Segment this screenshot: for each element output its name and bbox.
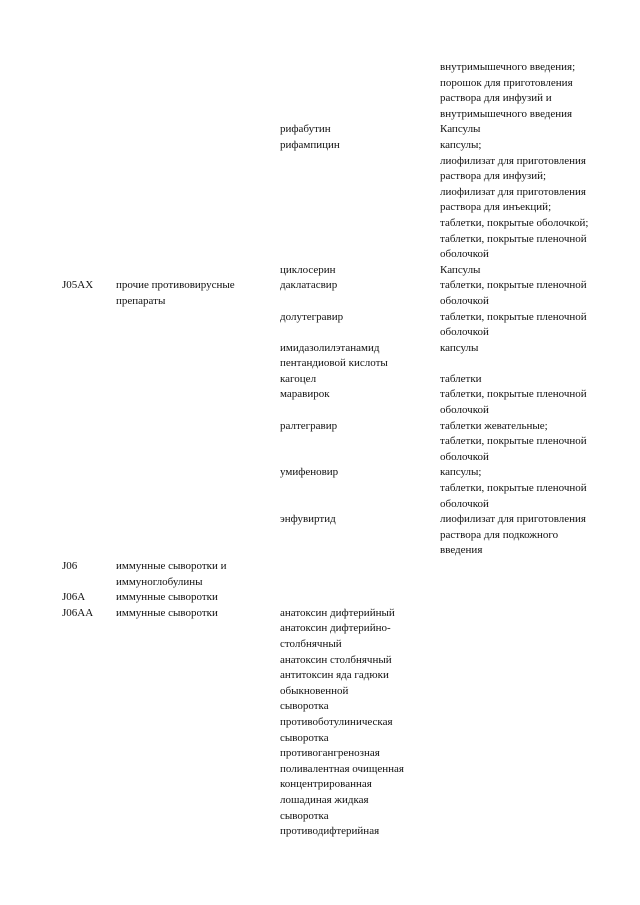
table-row [62,387,602,418]
atc-group-line: препараты [116,294,166,307]
drug-name-line: противоботулиническая [280,715,393,728]
atc-code [62,590,116,606]
drug-name-line: имидазолилэтанамид [280,341,380,354]
atc-code-text: J05AX [62,279,94,292]
dosage-form [440,372,602,388]
drug-name-line: кагоцел [280,372,317,385]
dosage-form-line: таблетки, покрытые пленочной [440,279,587,292]
atc-code [62,559,116,575]
dosage-form-line: раствора для инфузий; [440,170,547,183]
dosage-form [440,387,602,418]
table-row [62,310,602,341]
dosage-form [440,465,602,512]
drug-name-line: рифабутин [280,123,331,136]
dosage-form [440,310,602,341]
drug-name-line: анатоксин дифтерийный [280,606,395,619]
drug-name-line: противодифтерийная [280,825,380,838]
dosage-form-line: таблетки, покрытые пленочной [440,232,587,245]
table-row [62,606,602,840]
table-row [62,138,602,263]
table-row [62,512,602,559]
drug-name-line: умифеновир [280,466,339,479]
dosage-form-line: капсулы; [440,138,482,151]
drug-name-line: антитоксин яда гадюки [280,669,389,682]
atc-code-text: J06 [62,560,78,572]
dosage-form-line: раствора для инъекций; [440,201,552,214]
drug-name-line: пентандиовой кислоты [280,357,388,370]
dosage-form-line: внутримышечного введения [440,107,573,120]
table-row [62,341,602,372]
drug-name [280,372,440,388]
table-row [62,278,602,309]
drug-name [280,387,440,403]
atc-group-line: прочие противовирусные [116,279,235,292]
atc-group-line: иммунные сыворотки [116,591,218,604]
dosage-form [440,138,602,263]
dosage-form-line: капсулы; [440,466,482,479]
dosage-form-line: капсулы [440,341,479,354]
drug-name [280,138,440,154]
drug-name-line: рифампицин [280,138,340,151]
table-row [62,60,602,122]
atc-code-text: J06A [62,591,86,604]
dosage-form-line: таблетки, покрытые оболочкой; [440,216,589,229]
dosage-form-line: порошок для приготовления [440,76,573,89]
drug-name-line: даклатасвир [280,279,338,292]
drug-name [280,512,440,528]
dosage-form-line: оболочкой [440,248,489,261]
drug-name [280,278,440,294]
dosage-form-line: таблетки, покрытые пленочной [440,435,587,448]
dosage-form [440,341,602,357]
table-row [62,419,602,466]
atc-code-text: J06AA [62,606,94,619]
drug-name-line: противогангренозная [280,747,380,760]
drug-name [280,341,440,372]
drug-name-line: сыворотка [280,731,329,744]
dosage-form-line: раствора для инфузий и [440,92,552,105]
atc-group [116,606,280,622]
drug-name-line: анатоксин столбнячный [280,653,392,666]
drug-table [62,60,602,840]
atc-group [116,278,280,309]
drug-name-line: маравирок [280,388,330,401]
drug-name-line: столбнячный [280,637,342,650]
drug-name-line: сыворотка [280,809,329,822]
atc-group-line: иммуноглобулины [116,575,203,588]
atc-code [62,606,116,622]
dosage-form [440,419,602,466]
dosage-form-line: таблетки, покрытые пленочной [440,482,587,495]
dosage-form-line: оболочкой [440,404,489,417]
dosage-form-line: таблетки [440,372,482,385]
drug-name [280,263,440,279]
table-row [62,122,602,138]
atc-group-line: иммунные сыворотки [116,606,218,619]
drug-name-line: долутегравир [280,310,344,323]
drug-name [280,122,440,138]
dosage-form-line: введения [440,544,483,557]
drug-name-line: ралтегравир [280,419,338,432]
dosage-form-line: таблетки жевательные; [440,419,548,432]
table-row [62,559,602,590]
dosage-form [440,512,602,559]
drug-name-line: энфувиртид [280,513,336,526]
table-row [62,590,602,606]
drug-name [280,310,440,326]
atc-group-line: иммунные сыворотки и [116,560,227,572]
drug-name-line: лошадиная жидкая [280,793,369,806]
drug-name [280,606,440,840]
dosage-form-line: раствора для подкожного [440,528,559,541]
dosage-form [440,122,602,138]
table-row [62,465,602,512]
atc-group [116,559,280,590]
dosage-form [440,60,602,122]
dosage-form-line: оболочкой [440,326,489,339]
drug-name-line: сыворотка [280,700,329,713]
table-row [62,372,602,388]
atc-group [116,590,280,606]
table-row [62,263,602,279]
dosage-form-line: оболочкой [440,450,489,463]
dosage-form-line: лиофилизат для приготовления [440,513,586,526]
dosage-form-line: лиофилизат для приготовления [440,154,586,167]
drug-name-line: поливалентная очищенная [280,762,404,775]
drug-name-line: концентрированная [280,778,372,791]
atc-code [62,278,116,294]
dosage-form-line: лиофилизат для приготовления [440,185,586,198]
dosage-form-line: внутримышечного введения; [440,61,576,73]
dosage-form-line: Капсулы [440,123,481,136]
drug-name-line: циклосерин [280,263,336,276]
drug-name [280,419,440,435]
dosage-form [440,278,602,309]
dosage-form-line: оболочкой [440,294,489,307]
dosage-form-line: Капсулы [440,263,481,276]
drug-name [280,465,440,481]
dosage-form-line: таблетки, покрытые пленочной [440,310,587,323]
dosage-form [440,263,602,279]
drug-name-line: обыкновенной [280,684,349,697]
drug-name-line: анатоксин дифтерийно- [280,622,391,635]
dosage-form-line: таблетки, покрытые пленочной [440,388,587,401]
dosage-form-line: оболочкой [440,497,489,510]
